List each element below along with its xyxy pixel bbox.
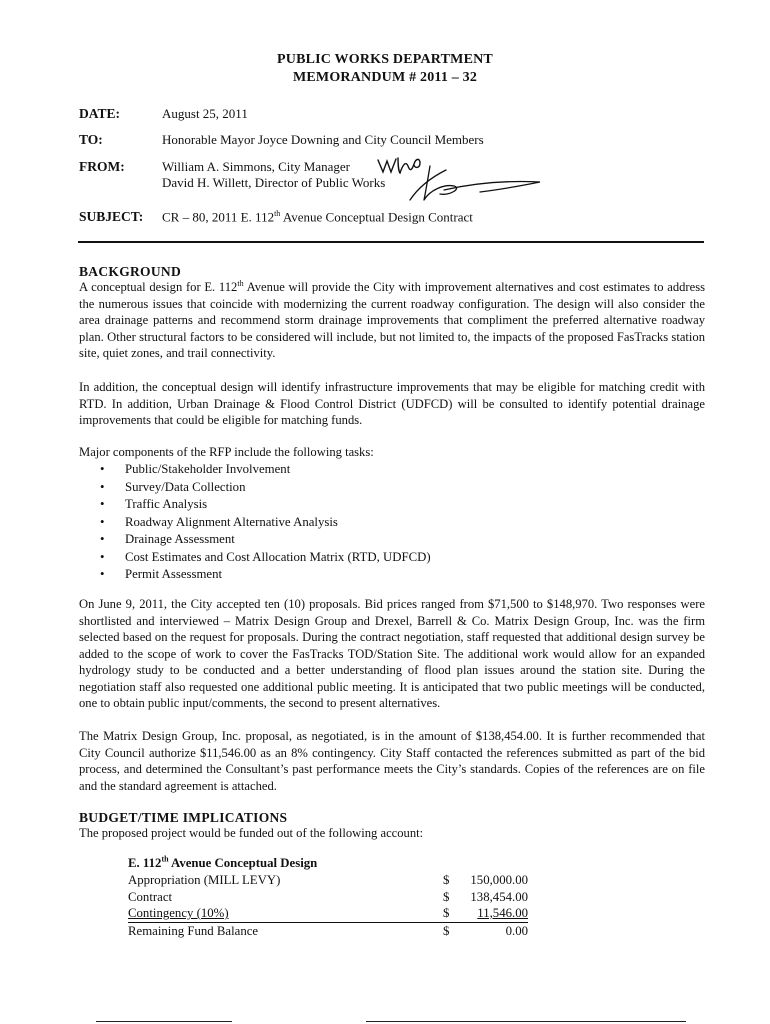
background-paragraph-1 xyxy=(79,279,705,362)
from-line-2: David H. Willett, Director of Public Works xyxy=(162,175,386,190)
budget-row-amount: 150,000.00 xyxy=(470,873,528,887)
from-line-1: William A. Simmons, City Manager xyxy=(162,159,350,174)
date-label: DATE: xyxy=(79,106,121,121)
subject-ordinal: th xyxy=(274,209,281,218)
budget-row-currency: $ xyxy=(443,873,450,887)
list-item: • Roadway Alignment Alternative Analysis xyxy=(100,514,431,532)
table-row xyxy=(128,923,528,940)
budget-row-amount: 138,454.00 xyxy=(470,889,528,904)
table-row xyxy=(128,889,528,906)
budget-row-amount: 11,546.00 xyxy=(477,906,528,920)
budget-row-currency: $ xyxy=(443,923,450,938)
header-divider xyxy=(78,241,704,243)
director-signature xyxy=(400,160,550,204)
list-item: • Cost Estimates and Cost Allocation Matrix (RTD, UDFCD) xyxy=(100,549,431,567)
subject-text-post: Avenue Conceptual Design Contract xyxy=(280,209,473,225)
budget-row-label: Contract xyxy=(128,889,173,904)
budget-title-ordinal: th xyxy=(161,854,169,864)
date-value: August 25, 2011 xyxy=(162,106,248,121)
list-item: • Public/Stakeholder Involvement xyxy=(100,461,431,479)
p1-ordinal: th xyxy=(237,278,244,288)
to-value: Honorable Mayor Joyce Downing and City Council Members xyxy=(162,132,484,147)
from-label: FROM: xyxy=(79,159,125,174)
background-paragraph-4: On June 9, 2011, the City accepted ten (10) proposals. Bid prices ranged from $71,500 to $148,970. Two responses were shortlisted and interviewed – Matrix Design Group and Drexel, Barrell & Co. Matrix Design Group, Inc. was the firm selected based on the request for proposals. During the contract negotiation, staff requested that additional design survey be added to the scope of work to cover the FasTracks TOD/Station Site. The additional work would allow for an expanded hydrology study to be conducted and a better understanding of flood plan issues around the station site. During the negotiation staff also requested one additional public meeting. It is anticipated that two public meetings will be conducted, one to obtain public input/comments, the second to present alternatives. xyxy=(79,597,705,710)
to-label: TO: xyxy=(79,132,103,147)
task-list xyxy=(100,461,431,584)
memo-department-title: PUBLIC WORKS DEPARTMENT xyxy=(277,52,493,67)
budget-row-label: Remaining Fund Balance xyxy=(128,923,259,938)
budget-intro: The proposed project would be funded out of the following account: xyxy=(79,826,424,840)
subject-value xyxy=(162,209,473,225)
budget-row-label: Appropriation (MILL LEVY) xyxy=(128,873,281,887)
memo-number-title: MEMORANDUM # 2011 – 32 xyxy=(292,70,478,85)
list-item: • Survey/Data Collection xyxy=(100,479,431,497)
budget-title-pre: E. 112 xyxy=(128,856,162,870)
budget-heading: BUDGET/TIME IMPLICATIONS xyxy=(79,810,288,825)
list-item: • Traffic Analysis xyxy=(100,496,431,514)
background-heading: BACKGROUND xyxy=(79,264,182,279)
subject-text-pre: CR – 80, 2011 E. 112 xyxy=(162,209,275,225)
background-paragraph-3: Major components of the RFP include the following tasks: xyxy=(79,445,374,459)
list-item: • Drainage Assessment xyxy=(100,531,431,549)
subject-label: SUBJECT: xyxy=(79,209,144,224)
background-paragraph-2: In addition, the conceptual design will identify infrastructure improvements that may be eligible for matching credit with RTD. In addition, Urban Drainage & Flood Control District (UDFCD) will be consulted to identify potential drainage improvements that could be eligible for matching funds. xyxy=(79,380,705,427)
list-item: • Permit Assessment xyxy=(100,566,431,584)
footer-rule-right xyxy=(366,1021,686,1022)
footer-rule-left xyxy=(96,1021,232,1022)
p1-text-pre: A conceptual design for E. 112 xyxy=(79,280,238,294)
budget-row-amount: 0.00 xyxy=(505,923,528,938)
p1-text-post: Avenue will provide the City with improvement alternatives and cost estimates to address the numerous issues that coincide with modernizing the current roadway configuration. The design will also consider the area drainage patterns and recommend storm drainage improvements that compliment the preferred alternative roadway plan. Other structural factors to be considered will include, but not limited to, the impacts of the proposed FasTracks station site, quiet zones, and trail connectivity. xyxy=(79,280,706,360)
budget-title-post: Avenue Conceptual Design xyxy=(168,856,318,870)
budget-row-currency: $ xyxy=(443,889,450,904)
budget-table xyxy=(128,855,528,939)
table-row xyxy=(128,872,528,889)
budget-row-currency: $ xyxy=(443,906,450,920)
budget-table-title xyxy=(128,855,528,872)
budget-row-label: Contingency (10%) xyxy=(128,906,229,920)
table-row xyxy=(128,905,528,923)
background-paragraph-5: The Matrix Design Group, Inc. proposal, as negotiated, is in the amount of $138,454.00. It is further recommended that City Council authorize $11,546.00 as an 8% contingency. City Staff contacted the references submitted as part of the bid process, and determined the Consultant’s past performance meets the City’s standards. Copies of the references are on file and the standard agreement is attached. xyxy=(79,729,705,793)
